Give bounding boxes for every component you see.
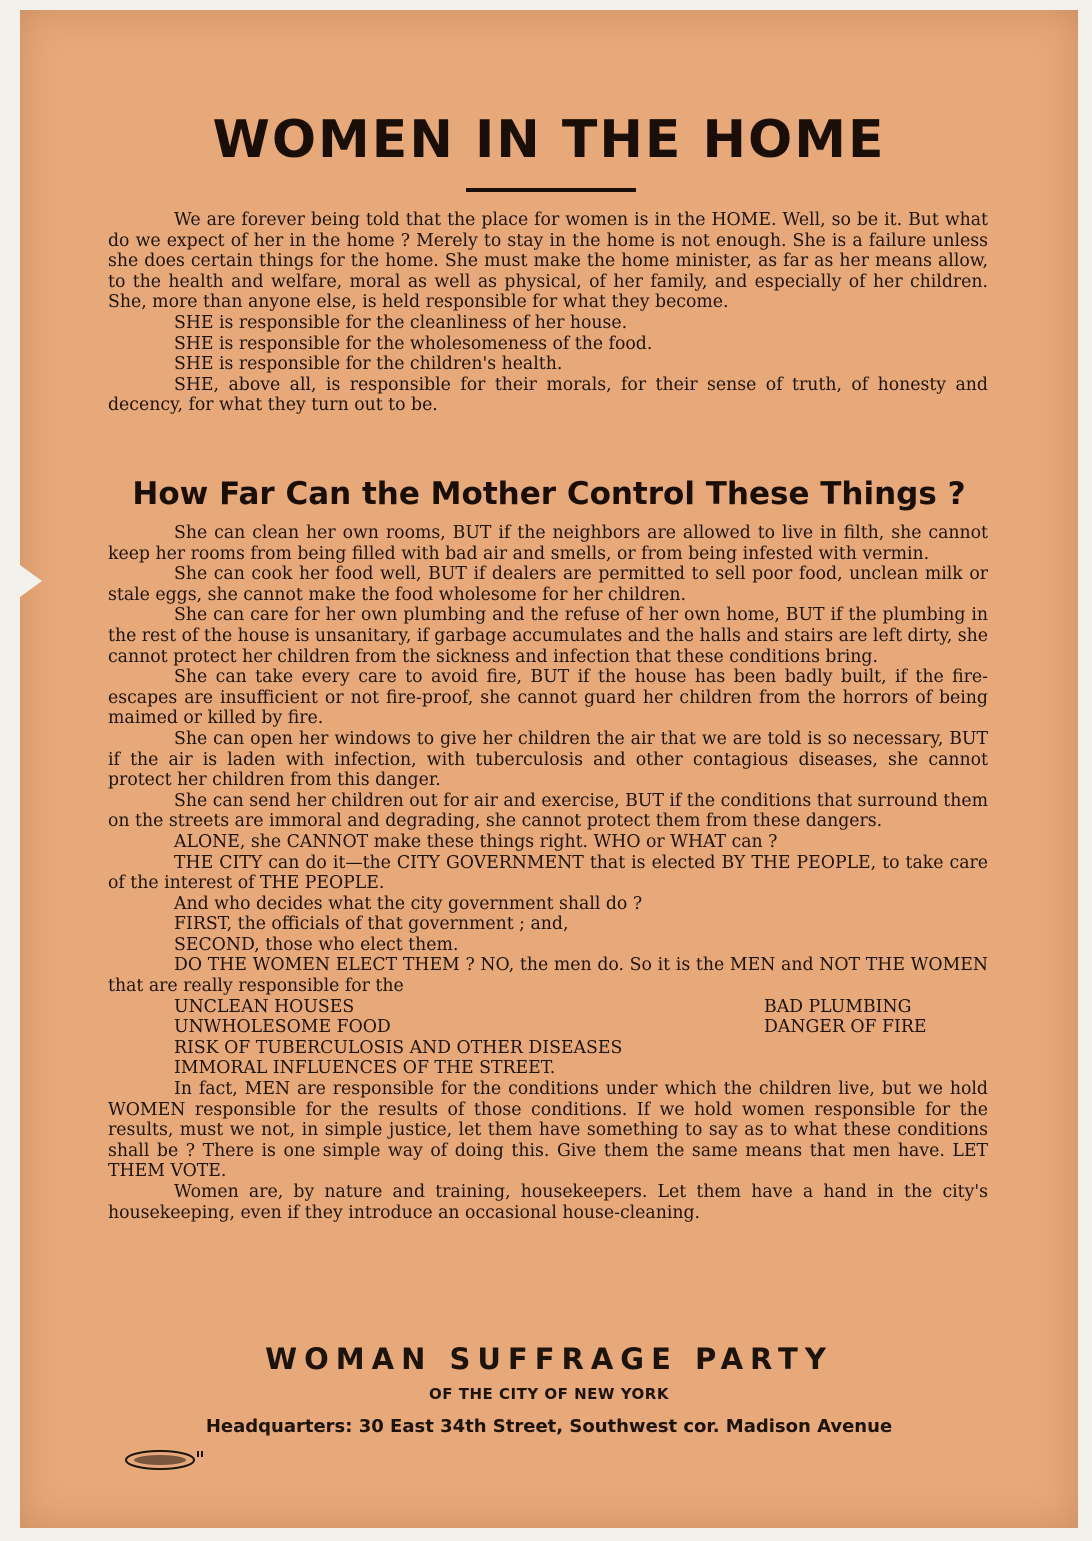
intro-section xyxy=(108,210,988,416)
body-paragraph: She can take every care to avoid fire, BUT if the house has been badly built, if the fire-escapes are insufficient or not fire-proof, she cannot guard her children from the horrors of being maimed or killed by fire. xyxy=(108,667,988,729)
intro-paragraph: SHE is responsible for the wholesomeness of the food. xyxy=(174,333,653,354)
body-paragraph: She can open her windows to give her children the air that we are told is so necessary, BUT if the air is laden with infection, with tuberculosis and other contagious diseases, she cannot protect her children from this danger. xyxy=(108,728,988,791)
responsibility-item: UNCLEAN HOUSES xyxy=(174,996,355,1017)
organization-name: WOMAN SUFFRAGE PARTY xyxy=(265,1342,833,1376)
intro-paragraph: SHE, above all, is responsible for their morals, for their sense of truth, of honesty and decency, for what they turn out to be. xyxy=(108,374,988,416)
responsibility-item: RISK OF TUBERCULOSIS AND OTHER DISEASES xyxy=(174,1037,623,1058)
leaflet-sheet xyxy=(20,10,1078,1528)
body-paragraph: FIRST, the officials of that government ; and, xyxy=(174,914,569,935)
body-paragraph: She can cook her food well, BUT if dealers are permitted to sell poor food, unclean milk or stale eggs, she cannot make the food wholesome for her children. xyxy=(108,564,988,605)
main-section xyxy=(108,523,988,1223)
closing-paragraph: In fact, MEN are responsible for the conditions under which the children live, but we hold WOMEN responsible for the results of those conditions. If we hold women responsible for the results, must we not, in simple justice, let them have something to say as to what these conditions shall be ? There is one simple way of doing this. Give them the same means that men have. LET THEM VOTE. xyxy=(108,1079,988,1182)
intro-paragraph: We are forever being told that the place for women is in the HOME. Well, so be it. But what do we expect of her in the home ? Merely to stay in the home is not enough. She is a failure unless she does certain things for the home. She must make the home minister, as far as her means allow, to the health and welfare, moral as well as physical, of her family, and especially of her children. She, more than anyone else, is held responsible for what they become. xyxy=(108,210,988,313)
responsibility-item: UNWHOLESOME FOOD xyxy=(174,1017,391,1038)
body-paragraph: She can care for her own plumbing and the refuse of her own home, BUT if the plumbing in the rest of the house is unsanitary, if garbage accumulates and the halls and stairs are left dirty, she cannot protect her children from the sickness and infection that these conditions bring. xyxy=(108,605,988,667)
headquarters-address: Headquarters: 30 East 34th Street, Southwest cor. Madison Avenue xyxy=(205,1416,893,1437)
responsibility-item: DANGER OF FIRE xyxy=(764,1017,927,1038)
responsibility-list xyxy=(108,997,988,1079)
intro-paragraph: SHE is responsible for the children's health. xyxy=(174,354,563,375)
section-heading: How Far Can the Mother Control These Things ? xyxy=(132,476,966,512)
closing-paragraph: Women are, by nature and training, housekeepers. Let them have a hand in the city's housekeeping, even if they introduce an occasional house-cleaning. xyxy=(108,1182,988,1223)
responsibility-item: BAD PLUMBING xyxy=(764,996,912,1017)
responsibility-item: IMMORAL INFLUENCES OF THE STREET. xyxy=(174,1058,556,1079)
title-underline xyxy=(466,188,636,192)
body-paragraph: THE CITY can do it—the CITY GOVERNMENT that is elected BY THE PEOPLE, to take care of the interest of THE PEOPLE. xyxy=(108,852,988,894)
paper-tear xyxy=(20,565,42,597)
body-paragraph: SECOND, those who elect them. xyxy=(174,934,459,955)
body-paragraph: ALONE, she CANNOT make these things right. WHO or WHAT can ? xyxy=(174,831,778,852)
body-paragraph: DO THE WOMEN ELECT THEM ? NO, the men do. So it is the MEN and NOT THE WOMEN that are really responsible for the xyxy=(108,955,988,997)
body-paragraph: And who decides what the city government shall do ? xyxy=(174,893,643,914)
leaflet-title: WOMEN IN THE HOME xyxy=(212,110,886,170)
union-printer-label-icon xyxy=(116,1442,216,1476)
body-paragraph: She can send her children out for air and exercise, BUT if the conditions that surround them on the streets are immoral and degrading, she cannot protect them from these dangers. xyxy=(108,790,988,832)
intro-paragraph: SHE is responsible for the cleanliness of her house. xyxy=(174,312,628,333)
body-paragraph: She can clean her own rooms, BUT if the neighbors are allowed to live in filth, she cannot keep her rooms from being filled with bad air and smells, or from being infested with vermin. xyxy=(108,523,988,564)
organization-city: OF THE CITY OF NEW YORK xyxy=(429,1385,669,1403)
